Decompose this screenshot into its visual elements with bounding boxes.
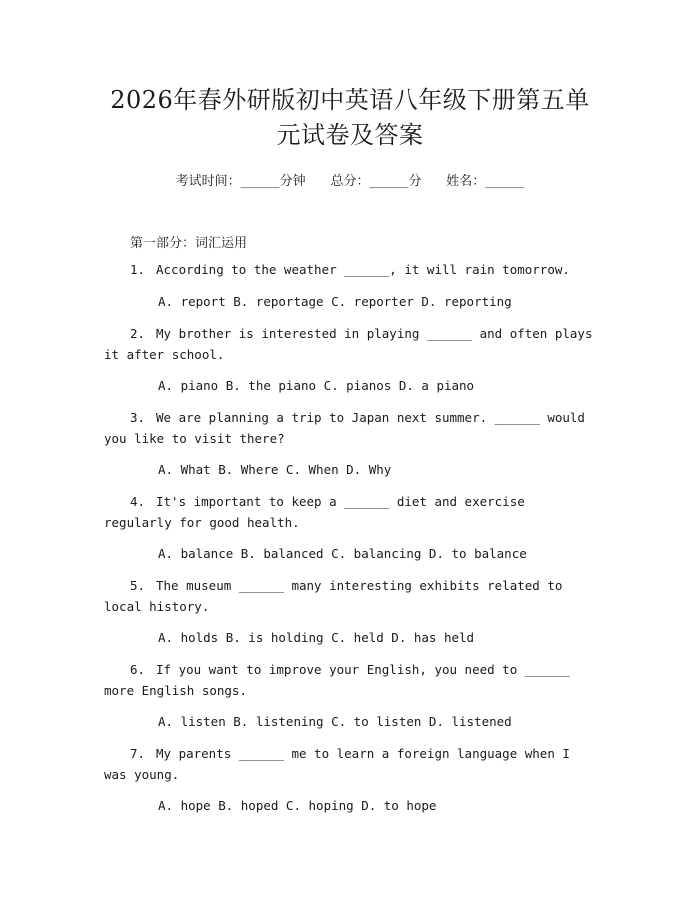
exam-meta (0, 170, 700, 189)
question-number: 3. (130, 410, 146, 425)
question-7 (104, 743, 599, 785)
question-number: 6. (130, 662, 146, 677)
time-label: 考试时间：______分钟 (175, 174, 306, 189)
question-text: According to the weather ______, it will rain tomorrow. (156, 262, 570, 277)
question-1-options: A. report B. reportage C. reporter D. reporting (158, 294, 512, 309)
question-1 (104, 259, 599, 280)
question-text: If you want to improve your English, you need to ______ more English songs. (104, 662, 570, 698)
question-number: 7. (130, 746, 146, 761)
question-text: We are planning a trip to Japan next summer. ______ would you like to visit there? (104, 410, 585, 446)
question-text: My parents ______ me to learn a foreign language when I was young. (104, 746, 570, 782)
question-4 (104, 491, 599, 533)
question-5-options: A. holds B. is holding C. held D. has held (158, 630, 475, 645)
score-label: 总分：______分 (330, 174, 422, 189)
question-6 (104, 659, 599, 701)
question-text: My brother is interested in playing ______ and often plays it after school. (104, 326, 593, 362)
question-2 (104, 323, 599, 365)
name-label: 姓名：______ (446, 174, 525, 189)
question-2-options: A. piano B. the piano C. pianos D. a piano (158, 378, 475, 393)
page-title-line1: 2026年春外研版初中英语八年级下册第五单 (110, 86, 590, 114)
section-title: 第一部分：词汇运用 (130, 236, 248, 251)
question-number: 5. (130, 578, 146, 593)
question-3-options: A. What B. Where C. When D. Why (158, 462, 392, 477)
page-title-line2: 元试卷及答案 (276, 121, 424, 149)
question-number: 1. (130, 262, 146, 277)
question-7-options: A. hope B. hoped C. hoping D. to hope (158, 798, 437, 813)
question-number: 2. (130, 326, 146, 341)
question-5 (104, 575, 599, 617)
question-text: It's important to keep a ______ diet and exercise regularly for good health. (104, 494, 525, 530)
question-text: The museum ______ many interesting exhibits related to local history. (104, 578, 563, 614)
question-3 (104, 407, 599, 449)
question-6-options: A. listen B. listening C. to listen D. listened (158, 714, 512, 729)
question-4-options: A. balance B. balanced C. balancing D. to balance (158, 546, 527, 561)
question-number: 4. (130, 494, 146, 509)
